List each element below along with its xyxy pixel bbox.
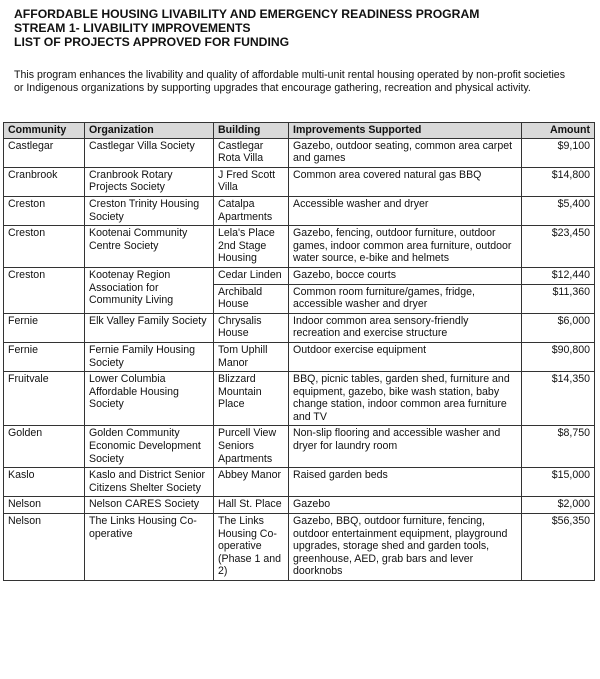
cell-building: Purcell View Seniors Apartments xyxy=(214,426,289,468)
table-row xyxy=(4,267,595,284)
title-line-2: STREAM 1- LIVABILITY IMPROVEMENTS xyxy=(14,21,251,35)
projects-table xyxy=(3,122,595,581)
cell-amount: $11,360 xyxy=(522,284,595,313)
table-row xyxy=(4,468,595,497)
cell-amount: $12,440 xyxy=(522,267,595,284)
cell-amount: $2,000 xyxy=(522,497,595,514)
cell-amount: $6,000 xyxy=(522,313,595,342)
cell-amount: $9,100 xyxy=(522,138,595,167)
cell-community: Castlegar xyxy=(4,138,85,167)
header-improvements: Improvements Supported xyxy=(289,123,522,139)
cell-community: Nelson xyxy=(4,514,85,581)
cell-organization: Nelson CARES Society xyxy=(85,497,214,514)
cell-community: Nelson xyxy=(4,497,85,514)
cell-community: Fernie xyxy=(4,342,85,371)
cell-building: Castlegar Rota Villa xyxy=(214,138,289,167)
cell-improvements: Outdoor exercise equipment xyxy=(289,342,522,371)
cell-building: Hall St. Place xyxy=(214,497,289,514)
header-community: Community xyxy=(4,123,85,139)
cell-improvements: Common room furniture/games, fridge, accessible washer and dryer xyxy=(289,284,522,313)
cell-building: J Fred Scott Villa xyxy=(214,167,289,196)
cell-amount: $15,000 xyxy=(522,468,595,497)
table-row xyxy=(4,372,595,426)
cell-building: Catalpa Apartments xyxy=(214,196,289,225)
cell-improvements: Gazebo, fencing, outdoor furniture, outdoor games, indoor common area furniture, outdoor water source, e-bike and helmets xyxy=(289,226,522,268)
cell-building: Blizzard Mountain Place xyxy=(214,372,289,426)
cell-organization: Fernie Family Housing Society xyxy=(85,342,214,371)
table-row xyxy=(4,167,595,196)
cell-amount: $14,350 xyxy=(522,372,595,426)
cell-community: Creston xyxy=(4,267,85,313)
cell-building: Tom Uphill Manor xyxy=(214,342,289,371)
cell-building: Abbey Manor xyxy=(214,468,289,497)
table-row xyxy=(4,426,595,468)
cell-building: Lela's Place 2nd Stage Housing xyxy=(214,226,289,268)
cell-amount: $90,800 xyxy=(522,342,595,371)
cell-organization: The Links Housing Co-operative xyxy=(85,514,214,581)
document-title xyxy=(14,7,479,49)
cell-organization: Kootenay Region Association for Community Living xyxy=(85,267,214,313)
table-header-row xyxy=(4,123,595,139)
header-building: Building xyxy=(214,123,289,139)
table-row xyxy=(4,313,595,342)
cell-building: The Links Housing Co-operative (Phase 1 and 2) xyxy=(214,514,289,581)
cell-community: Creston xyxy=(4,226,85,268)
cell-amount: $14,800 xyxy=(522,167,595,196)
cell-improvements: BBQ, picnic tables, garden shed, furniture and equipment, gazebo, bike wash station, baby change station, indoor common area furniture and TV xyxy=(289,372,522,426)
title-line-3: LIST OF PROJECTS APPROVED FOR FUNDING xyxy=(14,35,290,49)
cell-community: Fernie xyxy=(4,313,85,342)
cell-improvements: Common area covered natural gas BBQ xyxy=(289,167,522,196)
cell-building: Chrysalis House xyxy=(214,313,289,342)
cell-improvements: Non-slip flooring and accessible washer and dryer for laundry room xyxy=(289,426,522,468)
cell-improvements: Gazebo, BBQ, outdoor furniture, fencing, outdoor entertainment equipment, playground upgrades, storage shed and garden tools, greenhouse, AED, grab bars and lever doorknobs xyxy=(289,514,522,581)
table-row xyxy=(4,342,595,371)
cell-improvements: Raised garden beds xyxy=(289,468,522,497)
cell-organization: Kaslo and District Senior Citizens Shelter Society xyxy=(85,468,214,497)
cell-improvements: Gazebo, bocce courts xyxy=(289,267,522,284)
table-row xyxy=(4,514,595,581)
title-line-1: AFFORDABLE HOUSING LIVABILITY AND EMERGENCY READINESS PROGRAM xyxy=(14,7,480,21)
cell-amount: $56,350 xyxy=(522,514,595,581)
cell-improvements: Accessible washer and dryer xyxy=(289,196,522,225)
cell-organization: Kootenai Community Centre Society xyxy=(85,226,214,268)
cell-community: Creston xyxy=(4,196,85,225)
cell-improvements: Gazebo, outdoor seating, common area carpet and games xyxy=(289,138,522,167)
table-row xyxy=(4,226,595,268)
cell-improvements: Indoor common area sensory-friendly recreation and exercise structure xyxy=(289,313,522,342)
cell-amount: $8,750 xyxy=(522,426,595,468)
cell-community: Golden xyxy=(4,426,85,468)
cell-organization: Golden Community Economic Development Society xyxy=(85,426,214,468)
cell-building: Cedar Linden xyxy=(214,267,289,284)
cell-amount: $23,450 xyxy=(522,226,595,268)
cell-building: Archibald House xyxy=(214,284,289,313)
cell-organization: Creston Trinity Housing Society xyxy=(85,196,214,225)
cell-amount: $5,400 xyxy=(522,196,595,225)
cell-community: Fruitvale xyxy=(4,372,85,426)
intro-paragraph: This program enhances the livability and quality of affordable multi-unit rental housing operated by non-profit societies or Indigenous organizations by supporting upgrades that encourage gathering, recreation and physical activity. xyxy=(14,69,565,95)
cell-organization: Cranbrook Rotary Projects Society xyxy=(85,167,214,196)
cell-organization: Elk Valley Family Society xyxy=(85,313,214,342)
cell-improvements: Gazebo xyxy=(289,497,522,514)
cell-community: Cranbrook xyxy=(4,167,85,196)
header-amount: Amount xyxy=(522,123,595,139)
table-row xyxy=(4,497,595,514)
cell-organization: Castlegar Villa Society xyxy=(85,138,214,167)
table-row xyxy=(4,196,595,225)
cell-organization: Lower Columbia Affordable Housing Society xyxy=(85,372,214,426)
table-row xyxy=(4,138,595,167)
header-organization: Organization xyxy=(85,123,214,139)
cell-community: Kaslo xyxy=(4,468,85,497)
